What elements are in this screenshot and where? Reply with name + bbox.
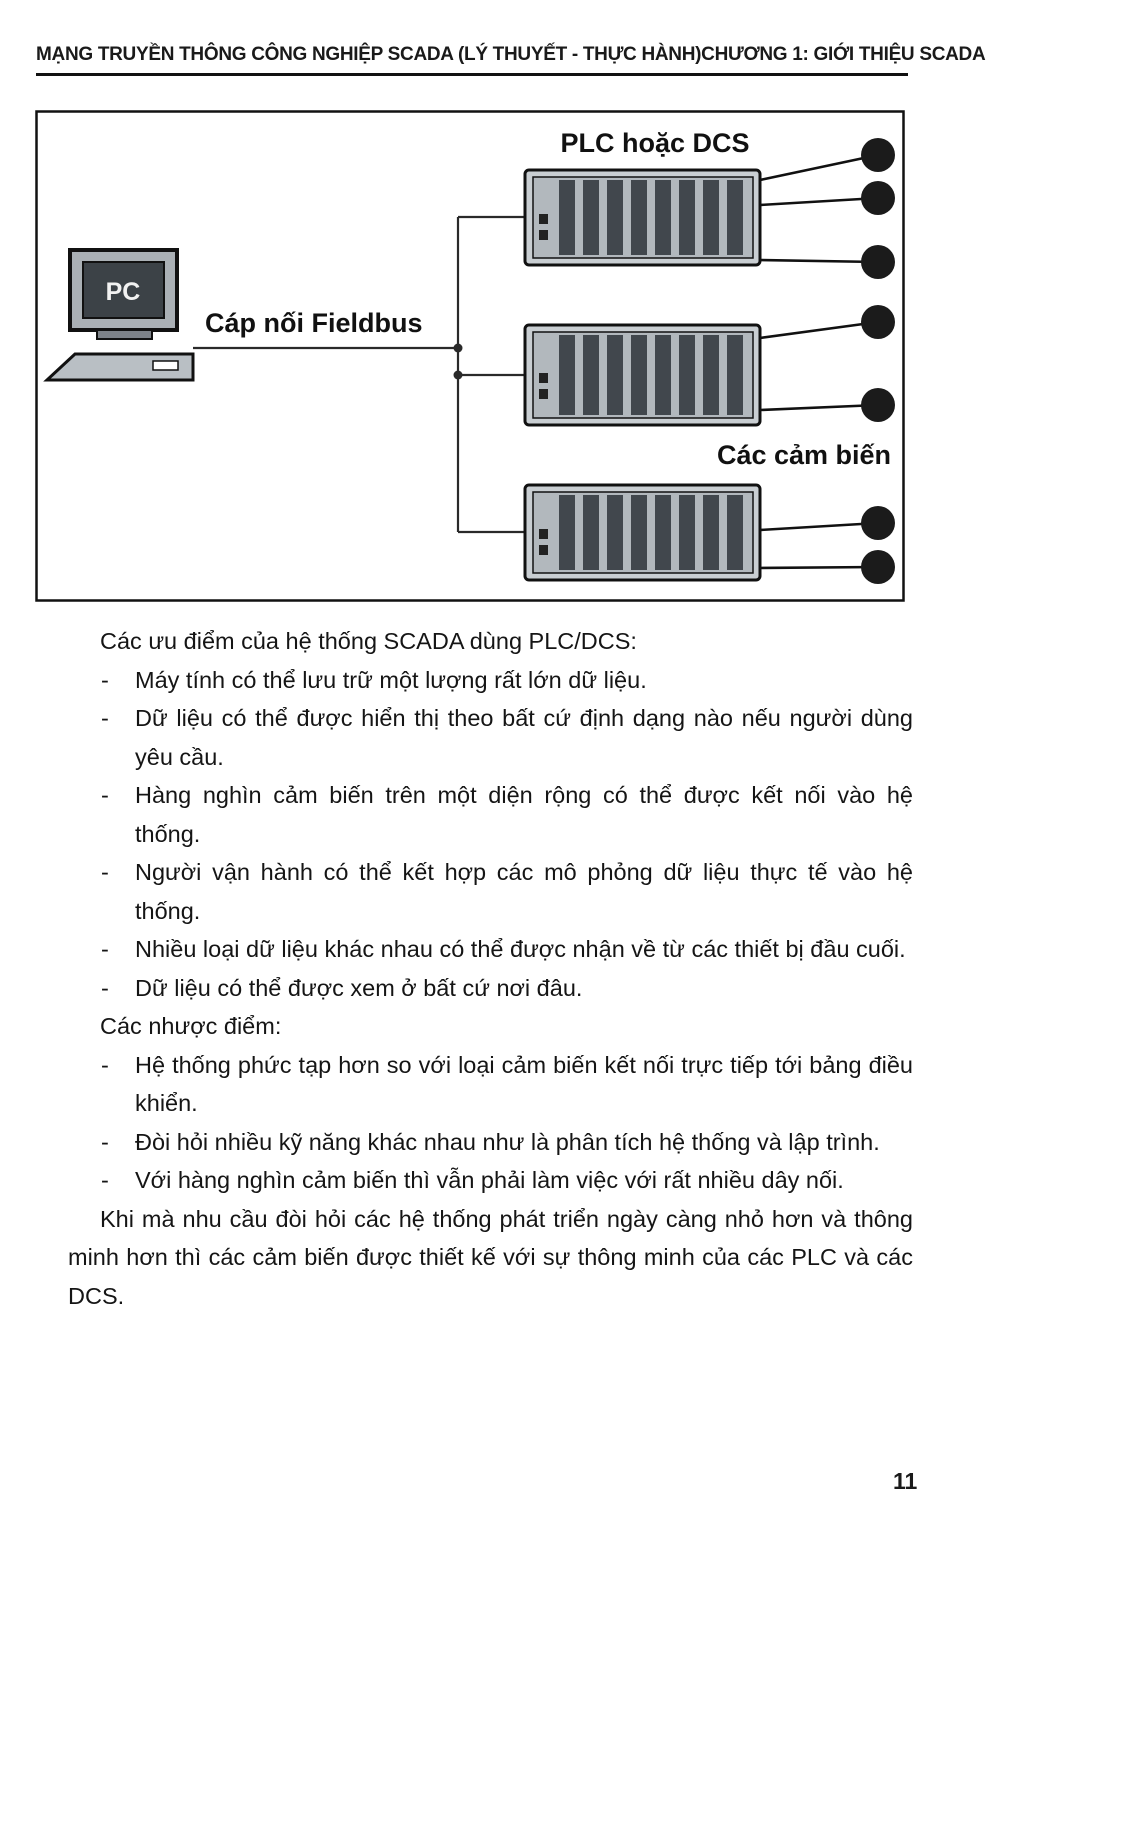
sensor-circle bbox=[861, 506, 895, 540]
list-item bbox=[68, 1046, 913, 1123]
list-item bbox=[68, 1123, 913, 1162]
list-item bbox=[68, 930, 913, 969]
list-item-text: Với hàng nghìn cảm biến thì vẫn phải làm việc với rất nhiều dây nối. bbox=[135, 1167, 844, 1193]
header-left-title: MẠNG TRUYỀN THÔNG CÔNG NGHIỆP SCADA (LÝ THUYẾT - THỰC HÀNH) bbox=[36, 44, 702, 65]
list-item bbox=[68, 661, 913, 700]
advantages-title: Các ưu điểm của hệ thống SCADA dùng PLC/DCS: bbox=[100, 628, 637, 654]
list-item-text: Hệ thống phức tạp hơn so với loại cảm biến kết nối trực tiếp tới bảng điều khiển. bbox=[135, 1051, 913, 1116]
page-header bbox=[36, 44, 986, 76]
plc-rack-1 bbox=[525, 170, 760, 265]
sensor-circle bbox=[861, 388, 895, 422]
bullet-dash: - bbox=[101, 1051, 109, 1078]
plc-rack-2 bbox=[525, 325, 760, 425]
plc-dcs-label: PLC hoặc DCS bbox=[560, 128, 750, 158]
closing-paragraph: Khi mà nhu cầu đòi hỏi các hệ thống phát triển ngày càng nhỏ hơn và thông minh hơn thì các cảm biến được thiết kế với sự thông minh của các PLC và các DCS. bbox=[68, 1205, 913, 1309]
bullet-dash: - bbox=[101, 974, 109, 1001]
list-item bbox=[68, 776, 913, 853]
bullet-dash: - bbox=[101, 1128, 109, 1155]
sensor-circle bbox=[861, 550, 895, 584]
header-right-title: CHƯƠNG 1: GIỚI THIỆU SCADA bbox=[701, 44, 986, 65]
list-item-text: Nhiều loại dữ liệu khác nhau có thể được nhận về từ các thiết bị đầu cuối. bbox=[135, 936, 906, 962]
pc-icon bbox=[47, 250, 193, 380]
disadvantages-list bbox=[68, 1046, 913, 1200]
list-item-text: Đòi hỏi nhiều kỹ năng khác nhau như là phân tích hệ thống và lập trình. bbox=[135, 1128, 880, 1155]
disadvantages-title: Các nhược điểm: bbox=[100, 1013, 282, 1039]
bullet-dash: - bbox=[101, 782, 109, 808]
pc-label: PC bbox=[105, 278, 141, 306]
bullet-dash: - bbox=[101, 666, 109, 693]
list-item bbox=[68, 699, 913, 776]
scada-diagram-svg bbox=[35, 110, 905, 602]
list-item-text: Hàng nghìn cảm biến trên một diện rộng có thể được kết nối vào hệ thống. bbox=[135, 782, 913, 847]
page-number: 11 bbox=[893, 1468, 918, 1494]
list-item-text: Máy tính có thể lưu trữ một lượng rất lớn dữ liệu. bbox=[135, 666, 647, 693]
list-item-text: Dữ liệu có thể được hiển thị theo bất cứ định dạng nào nếu người dùng yêu cầu. bbox=[135, 705, 913, 770]
fieldbus-cable-label: Cáp nối Fieldbus bbox=[205, 308, 423, 338]
body-text bbox=[68, 622, 913, 1315]
sensor-circle bbox=[861, 305, 895, 339]
list-item-text: Dữ liệu có thể được xem ở bất cứ nơi đâu. bbox=[135, 974, 583, 1001]
bullet-dash: - bbox=[101, 859, 109, 885]
bullet-dash: - bbox=[101, 936, 109, 962]
bullet-dash: - bbox=[101, 705, 109, 731]
list-item bbox=[68, 853, 913, 930]
advantages-list bbox=[68, 661, 913, 1008]
list-item bbox=[68, 969, 913, 1008]
plc-rack-3 bbox=[525, 485, 760, 580]
list-item-text: Người vận hành có thể kết hợp các mô phỏng dữ liệu thực tế vào hệ thống. bbox=[135, 859, 913, 924]
list-item bbox=[68, 1161, 913, 1200]
sensor-circle bbox=[861, 245, 895, 279]
sensors-label: Các cảm biến bbox=[716, 440, 892, 470]
bullet-dash: - bbox=[101, 1167, 109, 1193]
sensor-circle bbox=[861, 181, 895, 215]
sensor-circle bbox=[861, 138, 895, 172]
scada-diagram bbox=[35, 110, 905, 602]
